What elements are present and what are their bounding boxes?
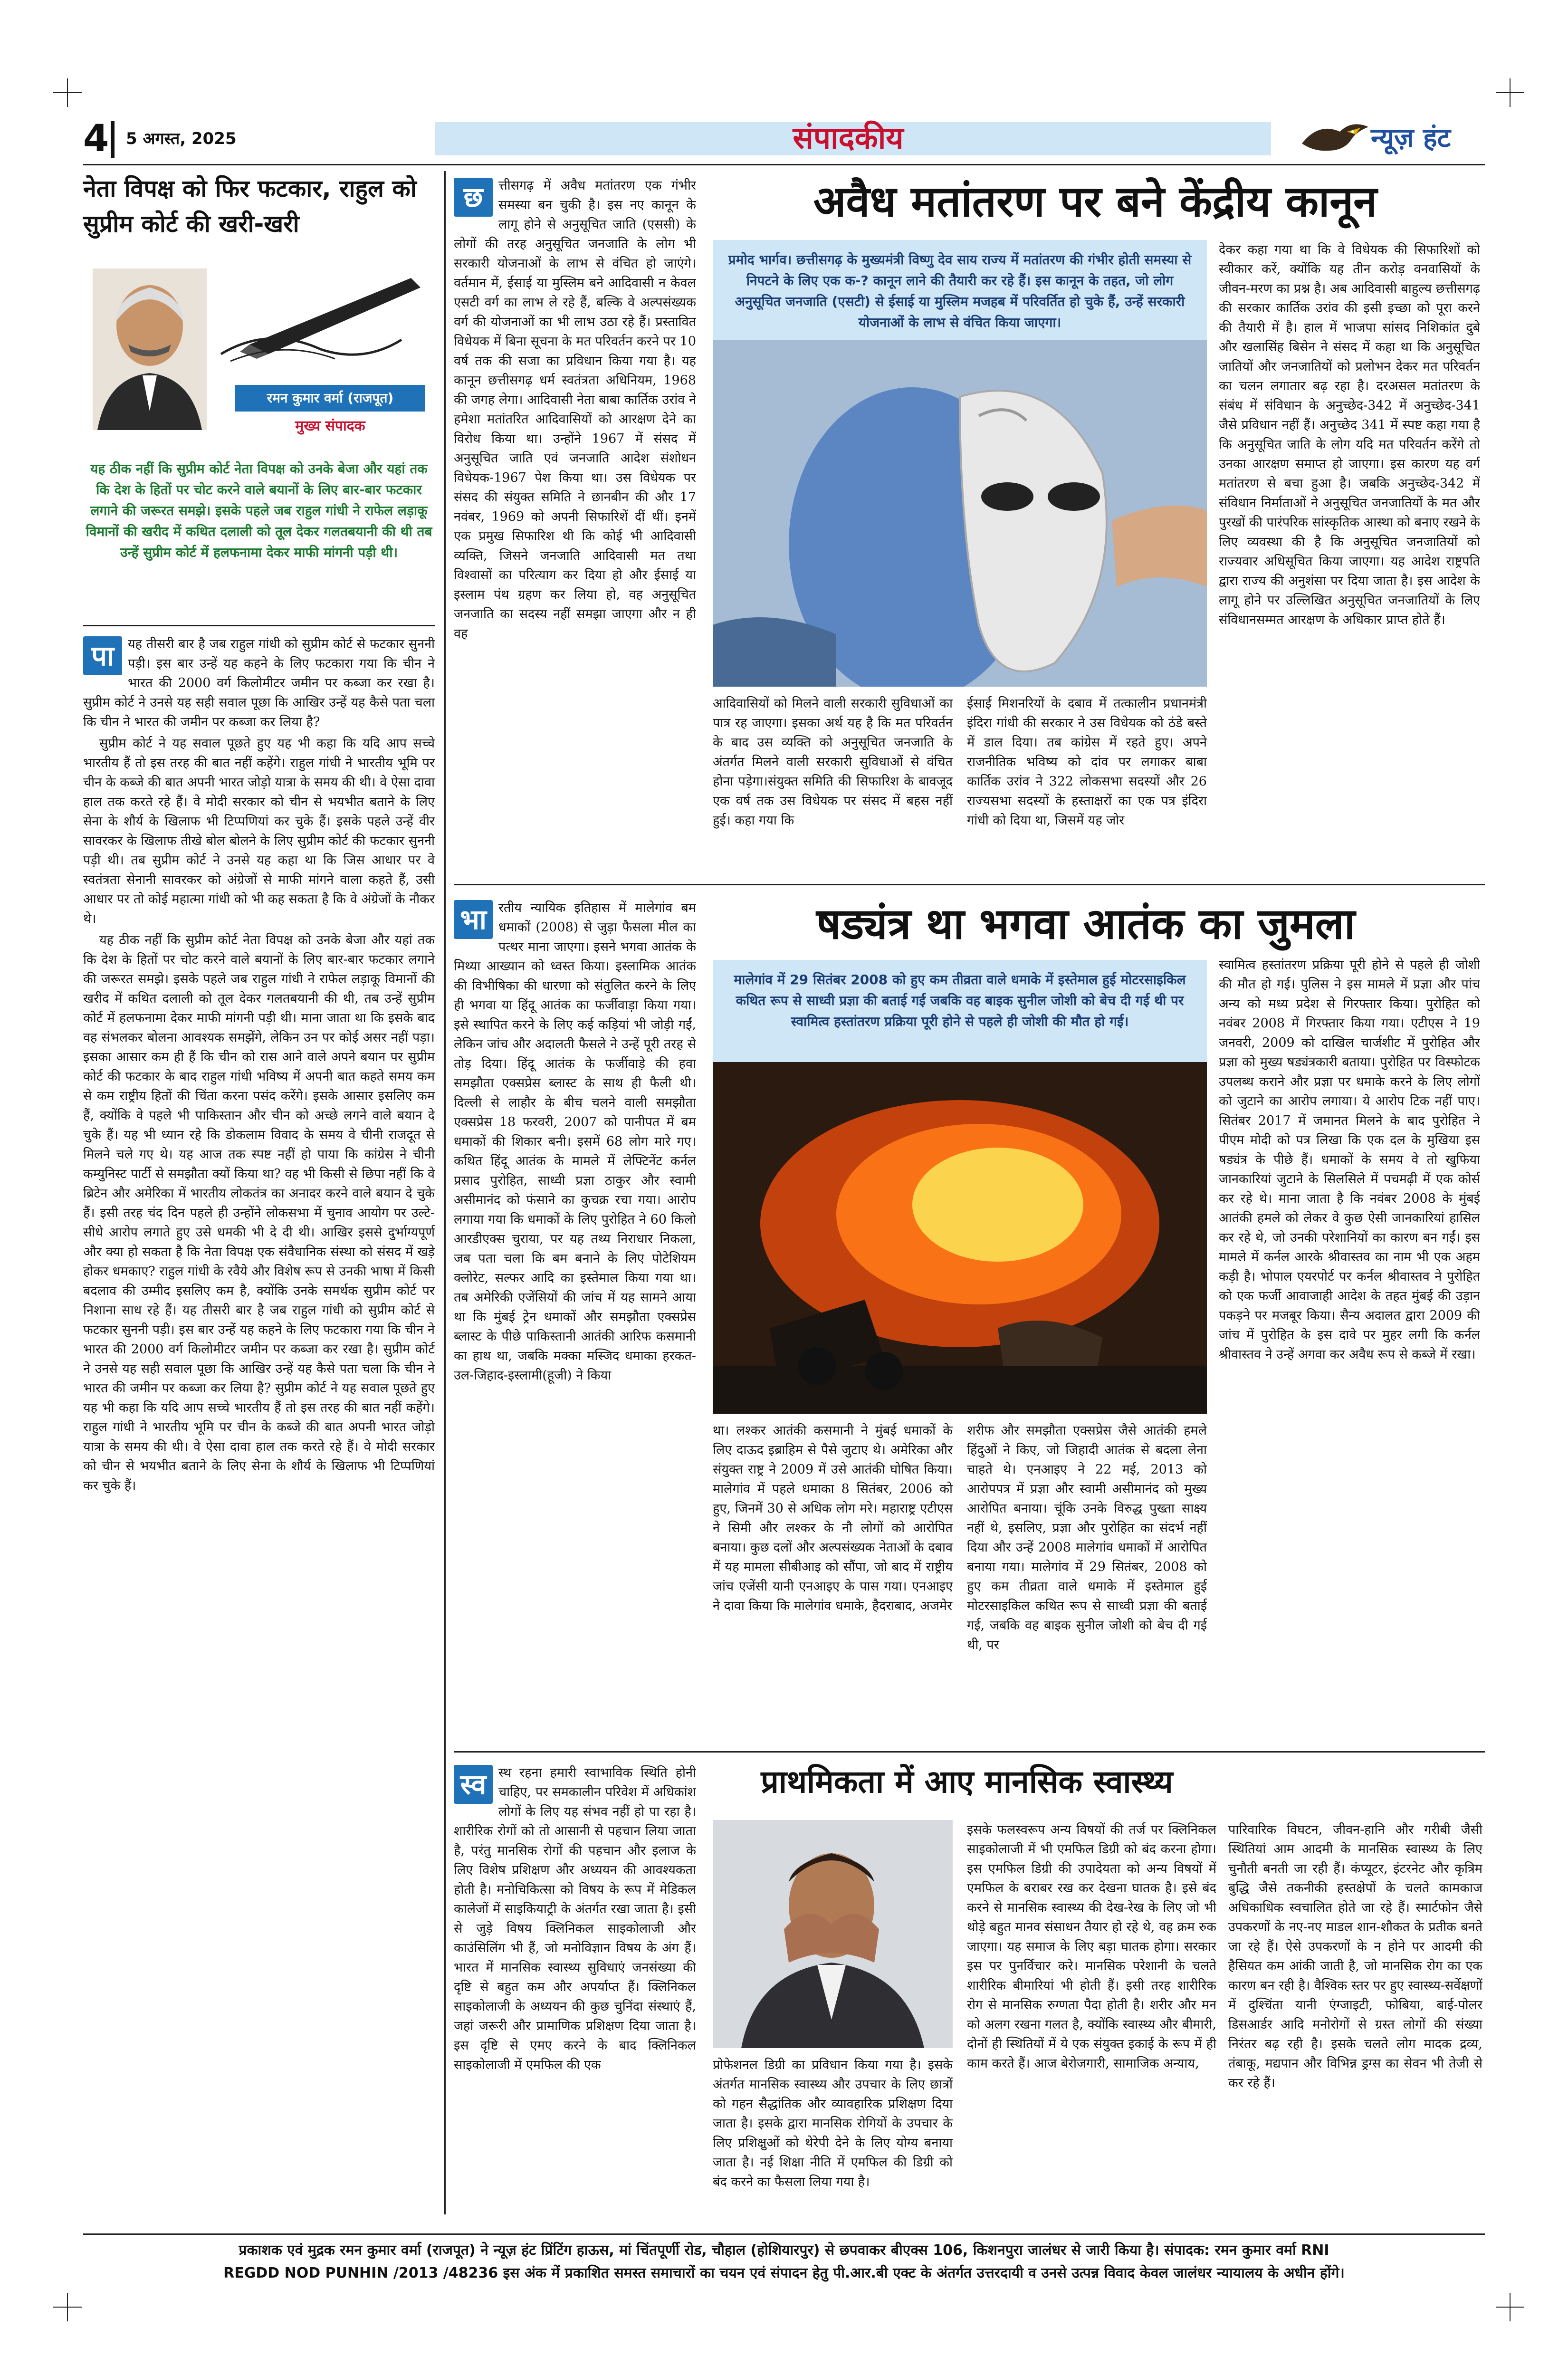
article2-headline: षड्यंत्र था भगवा आतंक का जुमला [816,899,1356,949]
article2-callout: मालेगांव में 29 सितंबर 2008 को हुए कम तीव्रता वाले धमाके में इस्तेमाल हुई मोटरसाइकिल कथित रूप से साध्वी प्रज्ञा की बताई गई जबकि वह बाइक सुनील जोशी को बेच दी गई थी पर स्वामित्व हस्तांतरण प्रक्रिया पूरी होने से पहले ही जोशी की मौत हो गई। [713,960,1207,1062]
column-rule [444,171,446,2214]
article-mental-health [454,1758,1485,2229]
article1-col1-text: त्तीसगढ़ में अवैध मतांतरण एक गंभीर समस्या बन चुकी है। इस नए कानून के लागू होने से अनुसूचित जाति (एससी) के लोगों की तरह अनुसूचित जनजाति के लोग भी सरकारी योजनाओं के लाभ से वंचित हो जाएंगे। वर्तमान में, ईसाई या मुस्लिम बने आदिवासी न केवल एसटी वर्ग का लाभ ले रहे हैं, बल्कि वे अल्पसंख्यक वर्ग की योजनाओं का भी लाभ उठा रहे हैं। प्रस्तावित विधेयक में बिना सूचना के मत परिवर्तन करने पर 10 वर्ष तक की सजा का प्रविधान किया गया है। यह कानून छत्तीसगढ़ धर्म स्वतंत्रता अधिनियम, 1968 की जगह लेगा। आदिवासी नेता बाबा कार्तिक उरांव ने हमेशा मतांतरित आदिवासियों को आरक्षण देने का विरोध किया था। उन्होंने 1967 में संसद में अनुसूचित जाति एवं जनजाति आदेश संशोधन विधेयक-1967 पेश किया था। उस विधेयक पर संसद की संयुक्त समिति ने छानबीन की और 17 नवंबर, 1969 को अपनी सिफारिशें दीं थीं। इनमें एक प्रमुख सिफारिश थी कि कोई भी आदिवासी व्यक्ति, जिसने जनजाति आदिवासी मत तथा विश्वासों का परित्याग कर दिया हो और ईसाई या इस्लाम पंथ ग्रहण कर लिया हो, वह अनुसूचित जनजाति का सदस्य नहीं समझा जाएगा और न ही वह [454,178,696,641]
article-divider-2 [454,1751,1485,1753]
left-dropcap: पा [83,636,122,675]
article2-col4: स्वामित्व हस्तांतरण प्रक्रिया पूरी होने से पहले ही जोशी की मौत हो गई। पुलिस ने इस मामले में प्रज्ञा और पांच अन्य को मध्य प्रदेश से गिरफ्तार किया। पुरोहित को नवंबर 2008 में गिरफ्तार किया गया। एटीएस ने 19 जनवरी, 2009 को दाखिल चार्जशीट में पुरोहित और प्रज्ञा को मुख्य षड्यंत्रकारी बताया। पुरोहित पर विस्फोटक उपलब्ध कराने और प्रज्ञा पर धमाके करने के लिए लोगों को जुटाने का आरोप लगाया। ये आरोप टिक नहीं पाए। सितंबर 2017 में जमानत मिलने के बाद पुरोहित ने पीएम मोदी को पत्र लिखा कि एक दल के मुखिया इस षड्यंत्र के पीछे हैं। धमाकों के समय वे तो खुफिया जानकारियां जुटाने के सिलसिले में पचमढ़ी में एक कोर्स कर रहे थे। माना जाता है कि नवंबर 2008 के मुंबई आतंकी हमले को लेकर वे कुछ ऐसी जानकारियां हासिल कर रहे थे, जो उनकी परेशानियों का कारण बन गईं। इस मामले में कर्नल आरके श्रीवास्तव का नाम भी एक अहम कड़ी है। भोपाल एयरपोर्ट पर कर्नल श्रीवास्तव ने पुरोहित को एक फर्जी आवाजाही आदेश के तहत मुंबई की उड़ान पकड़ने पर मजबूर किया। सैन्य अदालत द्वारा 2009 की जांच में पुरोहित के इस दावे पर मुहर लगी कि कर्नल श्रीवास्तव ने उन्हें अगवा कर अवैध रूप से कब्जे में रखा। [1219,958,1480,1362]
footer-rule [83,2233,1485,2235]
author-role: मुख्य संपादक [295,418,365,434]
article2-col1-text: रतीय न्यायिक इतिहास में मालेगांव बम धमाकों (2008) से जुड़ा फैसला मील का पत्थर माना जाएगा। इसने भगवा आतंक के मिथ्या आख्यान को ध्वस्त किया। इस्लामिक आतंक की विभीषिका की धारणा को संतुलित करने के लिए ही भगवा या हिंदू आतंक का फर्जीवाड़ा किया गया। इसे स्थापित करने के लिए कई कड़ियां भी जोड़ी गईं, लेकिन जांच और अदालती फैसले ने उन्हें पूरी तरह से तोड़ दिया। हिंदू आतंक के फर्जीवाड़े की हवा समझौता एक्सप्रेस ब्लास्ट के साथ ही फैली थी। दिल्ली से लाहौर के बीच चलने वाली समझौता एक्सप्रेस 18 फरवरी, 2007 को पानीपत में बम धमाकों की शिकार बनी। इसमें 68 लोग मारे गए। कथित हिंदू आतंक के मामले में लेफ्टिनेंट कर्नल प्रसाद पुरोहित, साध्वी प्रज्ञा ठाकुर और स्वामी असीमानंद को फंसाने का कुचक्र रचा गया। आरोप लगाया गया कि धमाकों के लिए पुरोहित ने 60 किलो आरडीएक्स चुराया, पर यह तथ्य निराधार निकला, जब पता चला कि बम बनाने के लिए पोटेशियम क्लोरेट, सल्फर आदि का इस्तेमाल किया गया था। तब अमेरिकी एजेंसियों की जांच में यह सामने आया था कि मुंबई ट्रेन धमाकों और समझौता एक्सप्रेस ब्लास्ट के पीछे पाकिस्तानी आतंकी आरिफ कसमानी का हाथ था, जबकि मक्का मस्जिद धमाका हरकत-उल-जिहाद-इस्लामी(हूजी) ने किया [454,901,696,1383]
footer-imprint: प्रकाशक एवं मुद्रक रमन कुमार वर्मा (राजपूत) ने न्यूज़ हंट प्रिंटिंग हाऊस, मां चिंतपूर्णी रोड, चौहाल (होशियारपुर) से छपवाकर बीएक्स 106, किशनपुरा जालंधर से जारी किया है। संपादक: रमन कुमार वर्मा RNI [239,2242,1329,2259]
article-malegaon [454,893,1485,1744]
article1-dropcap: छ [454,178,493,217]
article1-col2: आदिवासियों को मिलने वाली सरकारी सुविधाओं का पात्र रह जाएगा। इसका अर्थ यह है कि मत परिवर्तन के बाद उस व्यक्ति को अनुसूचित जनजाति के अंतर्गत मिलने वाली सरकारी सुविधाओं से वंचित होना पड़ेगा।संयुक्त समिति की सिफारिश के बावजूद एक वर्ष तक उस विधेयक पर संसद में बहस नहीं हुई। कहा गया कि [713,696,953,828]
left-headline: नेता विपक्ष को फिर फटकार, राहुल को सुप्रीम कोर्ट की खरी-खरी [83,175,417,238]
issue-date: 5 अगस्त, 2025 [126,129,237,148]
left-paragraph: सुप्रीम कोर्ट ने यह सवाल पूछते हुए यह भी कहा कि यदि आप सच्चे भारतीय हैं तो इस तरह की बात नहीं कहेंगे। राहुल गांधी ने भारतीय भूमि पर चीन के कब्जे की बात अपनी भारत जोड़ो यात्रा के समय की थी। वे ऐसा दावा हाल तक करते रहे हैं। वे मोदी सरकार को चीन से भयभीत बताने के लिए सेना के शौर्य के खिलाफ भी टिप्पणियां कर चुके हैं। इसके पहले उन्हें वीर सावरकर के खिलाफ तीखे बोल बोलने के लिए सुप्रीम कोर्ट की फटकार सुननी पड़ी थी। तब सुप्रीम कोर्ट ने उनसे यह कहा था कि जिस आधार पर वे स्वतंत्रता सेनानी सावरकर को अंग्रेजों से माफी मांगने वाला कहते हैं, उसी आधार पर तो कोई महात्मा गांधी को भी कह सकता है कि वे अंग्रेजों के नौकर थे। [83,736,435,926]
article-divider-1 [454,884,1485,885]
footer [83,2239,1485,2291]
article2-dropcap: भा [454,900,493,939]
header-bar [83,116,1485,162]
article3-headline: प्राथमिकता में आए मानसिक स्वास्थ्य [761,1763,1173,1800]
article3-dropcap: स्व [454,1765,493,1804]
article1-col1 [454,176,696,870]
article3-col3: इसके फलस्वरूप अन्य विषयों की तर्ज पर क्लिनिकल साइकोलाजी में भी एमफिल डिग्री को बंद करना होगा। इस एमफिल डिग्री की उपादेयता को अन्य विषयों में एमफिल के बराबर रख कर देखना घातक है। इसे बंद करने से मानसिक स्वास्थ्य की देख-रेख के लिए जो भी थोड़े बहुत मानव संसाधन तैयार हो रहे थे, वह क्रम रुक जाएगा। यह समाज के लिए बड़ा घातक होगा। सरकार इस पर पुनर्विचार करे। मानसिक परेशानी के चलते शारीरिक बीमारियां भी होती हैं। इसी तरह शारीरिक रोग से मानसिक रुग्णता पैदा होती है। शरीर और मन को अलग रखना गलत है, क्योंकि स्वास्थ्य और बीमारी, दोनों ही स्थितियों में ये एक संयुक्त इकाई के रूप में ही काम करते हैं। आज बेरोजगारी, सामाजिक अन्याय, [967,1822,1216,2071]
left-paragraph: यह ठीक नहीं कि सुप्रीम कोर्ट नेता विपक्ष को उनके बेजा और यहां तक कि देश के हितों पर चोट करने वाले बयानों के लिए बार-बार फटकार लगाने की जरूरत समझे। इसके पहले जब राहुल गांधी ने राफेल लड़ाकू विमानों की खरीद में कथित दलाली को तूल देकर गलतबयानी की थी, तब उन्हें सुप्रीम कोर्ट में हलफनामा देकर माफी मांगनी पड़ी थी। माना जाता था कि इसके बाद वह संभलकर बोलना आवश्यक समझेंगे, लेकिन उन पर कोई असर नहीं पड़ा। इसका आसार कम ही हैं कि चीन को रास आने वाले अपने बयान पर सुप्रीम कोर्ट की फटकार के बाद राहुल गांधी भविष्य में अपनी बात कहते समय कम से कम राष्ट्रीय हितों की चिंता करना पसंद करेंगे। इसके आसार इसलिए कम हैं, क्योंकि वे पहले भी पाकिस्तान और चीन को अच्छे लगने वाले बयान दे चुके हैं। यह भी ध्यान रहे कि डोकलाम विवाद के समय वे चीनी राजदूत से मिलने चले गए थे। यह आज तक स्पष्ट नहीं हो पाया कि कांग्रेस ने चीनी कम्युनिस्ट पार्टी से समझौता क्यों किया था? वह भी किसी से छिपा नहीं कि वे ब्रिटेन और अमेरिका में भारतीय लोकतंत्र का अनादर करने वाले बयान दे चुके हैं। इसी तरह चंद दिन पहले ही उन्होंने लोकसभा में चुनाव आयोग पर उल्टे-सीधे आरोप लगाते हुए उसे धमकी भी दे दी थी। आखिर इससे दुर्भाग्यपूर्ण और क्या हो सकता है कि नेता विपक्ष एक संवैधानिक संस्था को संसद में खड़े होकर धमकाए? राहुल गांधी के रवैये और विशेष रूप से उनकी भाषा में किसी बदलाव की उम्मीद इसलिए कम है, क्योंकि उनके समर्थक सुप्रीम कोर्ट पर निशाना साध रहे हैं। यह तीसरी बार है जब राहुल गांधी को सुप्रीम कोर्ट से फटकार सुननी पड़ी। इस बार उन्हें यह कहने के लिए फटकारा गया कि चीन ने भारत की 2000 वर्ग किलोमीटर जमीन पर कब्जा कर रखा है। सुप्रीम कोर्ट ने उनसे यह सही सवाल पूछा कि आखिर उन्हें यह कैसे पता चला कि चीन ने भारत की जमीन पर कब्जा कर लिया है? सुप्रीम कोर्ट ने यह सवाल पूछते हुए यह भी कहा कि यदि आप सच्चे भारतीय हैं तो इस तरह की बात नहीं कहेंगे। राहुल गांधी ने भारतीय भूमि पर चीन के कब्जे की बात अपनी भारत जोड़ो यात्रा के समय की थी। वे ऐसा दावा हाल तक करते रहे हैं। वे मोदी सरकार को चीन से भयभीत बताने के लिए सेना के शौर्य के खिलाफ भी टिप्पणियां कर चुके हैं। [83,933,435,1493]
section-title: संपादकीय [793,121,904,156]
article2-col3: शरीफ और समझौता एक्सप्रेस जैसे आतंकी हमले हिंदुओं ने किए, जो जिहादी आतंक से बदला लेना चाहते थे। एनआइए ने 22 मई, 2013 को आरोपपत्र में प्रज्ञा और स्वामी असीमानंद को मुख्य आरोपित बनाया। चूंकि उनके विरुद्ध पुख्ता साक्ष्य नहीं थे, इसलिए, प्रज्ञा और पुरोहित का संदर्भ नहीं दिया और उन्हें 2008 मालेगांव धमाकों में आरोपित बनाया गया। मालेगांव में 29 सितंबर, 2008 को हुए कम तीव्रता वाले धमाके में इस्तेमाल हुई मोटरसाइकिल कथित रूप से साध्वी प्रज्ञा की बताई गई, जबकि वह बाइक सुनील जोशी को बेच दी गई थी, पर [967,1423,1207,1652]
footer-registration: REGDD NOD PUNHIN /2013 /48236 इस अंक में प्रकाशित समस्त समाचारों का चयन एवं संपादन हेतु पी.आर.बी एक्ट के अंतर्गत उत्तरदायी व उनसे उत्पन्न विवाद केवल जालंधर न्यायालय के अधीन होंगे। [223,2265,1345,2281]
article3-col4: पारिवारिक विघटन, जीवन-हानि और गरीबी जैसी स्थितियां आम आदमी के मानसिक स्वास्थ्य के लिए चुनौती बनती जा रही हैं। कंप्यूटर, इंटरनेट और कृत्रिम बुद्धि जैसे तकनीकी हस्तक्षेपों के चलते कामकाज अधिकाधिक स्वचालित होते जा रहे हैं। स्मार्टफोन जैसे उपकरणों के नए-नए माडल शान-शौकत के प्रतीक बनते जा रहे हैं। ऐसे उपकरणों के न होने पर आदमी की हैसियत कम आंकी जाती है, जो मानसिक रोग का एक कारण बन रही है। वैश्विक स्तर पर हुए स्वास्थ्य-सर्वेक्षणों में दुश्चिंता यानी एंग्जाइटी, फोबिया, बाई-पोलर डिसआर्डर आदि मनोरोगों से ग्रस्त लोगों की संख्या निरंतर बढ़ रही है। इसके चलते लोग मादक द्रव्य, तंबाकू, मद्यपान और विभिन्न ड्रग्स का सेवन भी तेजी से कर रहे हैं। [1228,1822,1482,2090]
article2-blast-image [713,1062,1207,1414]
article1-col4: देकर कहा गया था कि वे विधेयक की सिफारिशों को स्वीकार करें, क्योंकि यह तीन करोड़ वनवासियों के जीवन-मरण का प्रश्न है। अब आदिवासी बाहुल्य छत्तीसगढ़ की सरकार कार्तिक उरांव की इसी इच्छा को पूरा करने की तैयारी में है। हाल में भाजपा सांसद निशिकांत दुबे और खलासिंह बिसेन ने संसद में कहा था कि अनुसूचित जातियों और जनजातियों को प्रलोभन देकर मत परिवर्तन का चलन लगातार बढ़ रहा है। दरअसल मतांतरण के संबंध में संविधान के अनुच्छेद-342 में अनुच्छेद-341 जैसे प्रविधान नहीं हैं। अनुच्छेद 341 में स्पष्ट कहा गया है कि अनुसूचित जाति के लोग यदि मत परिवर्तन करेंगे तो उनका आरक्षण समाप्त हो जाएगा। इस कारण यह वर्ग मतांतरण से बचा हुआ है। जबकि अनुच्छेद-342 में संविधान निर्माताओं ने अनुसूचित जनजातियों के मत और पुरखों की पारंपरिक सांस्कृतिक आस्था को बनाए रखने के लिए व्यवस्था की है कि अनुसूचित जनजातियों को राज्यवार अधिसूचित किया जाएगा। यह आदेश राष्ट्रपति द्वारा राज्य की अनुशंसा पर दिया जाता है। इस आदेश के लागू होने पर उल्लिखित अनुसूचित जनजातियों के लिए संविधानसम्मत आरक्षण के अधिकार प्राप्त होते हैं। [1219,242,1480,627]
article2-col2: था। लश्कर आतंकी कसमानी ने मुंबई धमाकों के लिए दाऊद इब्राहिम से पैसे जुटाए थे। अमेरिका और संयुक्त राष्ट्र ने 2009 में उसे आतंकी घोषित किया। मालेगांव में पहले धमाका 8 सितंबर, 2006 को हुए, जिनमें 30 से अधिक लोग मरे। महाराष्ट्र एटीएस ने सिमी और लश्कर के नौ लोगों को आरोपित बनाया। कुछ दलों और अल्पसंख्यक नेताओं के दबाव में यह मामला सीबीआइ को सौंपा, जो बाद में राष्ट्रीय जांच एजेंसी यानी एनआइए के पास गया। एनआइए ने दावा किया कि मालेगांव धमाके, हैदराबाद, अजमेर [713,1423,953,1613]
left-body [83,634,435,2203]
left-divider [83,625,435,626]
article1-col3: ईसाई मिशनरियों के दबाव में तत्कालीन प्रधानमंत्री इंदिरा गांधी की सरकार ने उस विधेयक को ठंडे बस्ते में डाल दिया। तब कांग्रेस में रहते हुए। अपने राजनीतिक भविष्य को दांव पर लगाकर बाबा कार्तिक उरांव ने 322 लोकसभा सदस्यों और 26 राज्यसभा सदस्यों के हस्ताक्षरों का एक पत्र इंदिरा गांधी को दिया था, जिसमें यह जोर [967,696,1207,828]
brand-logo-text: न्यूज़ हंट [1371,123,1451,153]
left-paragraph: यह तीसरी बार है जब राहुल गांधी को सुप्रीम कोर्ट से फटकार सुननी पड़ी। इस बार उन्हें यह कहने के लिए फटकारा गया कि चीन ने भारत की 2000 वर्ग किलोमीटर जमीन पर कब्जा कर रखा है। सुप्रीम कोर्ट ने उनसे यह सही सवाल पूछा कि आखिर उन्हें यह कैसे पता चला कि चीन ने भारत की जमीन पर कब्जा कर लिया है? [83,637,435,729]
left-intro: यह ठीक नहीं कि सुप्रीम कोर्ट नेता विपक्ष को उनके बेजा और यहां तक कि देश के हितों पर चोट करने वाले बयानों के लिए बार-बार फटकार लगाने की जरूरत समझे। इसके पहले जब राहुल गांधी ने राफेल लड़ाकू विमानों की खरीद में कथित दलाली को तूल देकर गलतबयानी की थी तब उन्हें सुप्रीम कोर्ट में हलफनामा देकर माफी मांगनी पड़ी थी। [86,461,432,560]
page-number: 4 [83,117,109,160]
header-rule [83,164,1485,165]
page-number-divider [111,121,115,158]
crop-mark-bottom-left [53,2293,82,2321]
author-name-bar: रमन कुमार वर्मा (राजपूत) [235,385,425,412]
article3-photo [713,1820,953,2048]
author-photo [93,268,207,430]
brand-logo [1300,116,1485,162]
article1-headline: अवैध मतांतरण पर बने केंद्रीय कानून [813,177,1377,227]
article-conversion [454,171,1485,874]
article2-col1 [454,898,696,1739]
article3-col1-text: स्थ रहना हमारी स्वाभाविक स्थिति होनी चाहिए, पर समकालीन परिवेश में अधिकांश लोगों के लिए यह संभव नहीं हो पा रहा है। शारीरिक रोगों को तो आसानी से पहचान लिया जाता है, परंतु मानसिक रोगों की पहचान और इलाज के लिए विशेष प्रशिक्षण और अध्ययन की आवश्यकता होती है। मनोचिकित्सा को विषय के रूप में मेडिकल कालेजों में साइकियाट्री के अंतर्गत रखा जाता है। इसी से जुड़े विषय क्लिनिकल साइकोलाजी और काउंसिलिंग भी हैं, जो मनोविज्ञान विषय के अंग हैं। भारत में मानसिक स्वास्थ्य सुविधाएं जनसंख्या की दृष्टि से बहुत कम और अपर्याप्त हैं। क्लिनिकल साइकोलाजी के अध्ययन की कुछ चुनिंदा संस्थाएं हैं, जहां जरूरी और प्रामाणिक प्रशिक्षण दिया जाता है। इस दृष्टि से एमए करने के बाद क्लिनिकल साइकोलाजी में एमफिल की एक [454,1765,696,2072]
left-column [83,171,435,2224]
crop-mark-top-left [53,78,82,107]
author-box [83,259,435,440]
crop-mark-top-right [1496,78,1524,107]
article1-mask-image [713,340,1207,687]
article1-callout: प्रमोद भार्गव। छत्तीसगढ़ के मुख्यमंत्री विष्णु देव साय राज्य में मतांतरण की गंभीर होती समस्या से निपटने के लिए एक क-? कानून लाने की तैयारी कर रहे हैं। इस कानून के तहत, जो लोग अनुसूचित जनजाति (एसटी) से ईसाई या मुस्लिम मजहब में परिवर्तित हो चुके हैं, उन्हें सरकारी योजनाओं के लाभ से वंचित किया जाएगा। [713,240,1207,340]
article3-col1 [454,1763,696,2226]
article3-col2: प्रोफेशनल डिग्री का प्रविधान किया गया है। इसके अंतर्गत मानसिक स्वास्थ्य और उपचार के लिए छात्रों को गहन सैद्धांतिक और व्यावहारिक प्रशिक्षण दिया जाता है। इसके द्वारा मानसिक रोगियों के उपचार के लिए प्रशिक्षुओं को थेरेपी देने के लिए योग्य बनाया जाता है। नई शिक्षा नीति में एमफिल की डिग्री को बंद करने का फैसला लिया गया है। [713,2058,953,2189]
crop-mark-bottom-right [1496,2293,1524,2321]
pen-icon [211,268,430,364]
eagle-icon [1300,117,1371,160]
